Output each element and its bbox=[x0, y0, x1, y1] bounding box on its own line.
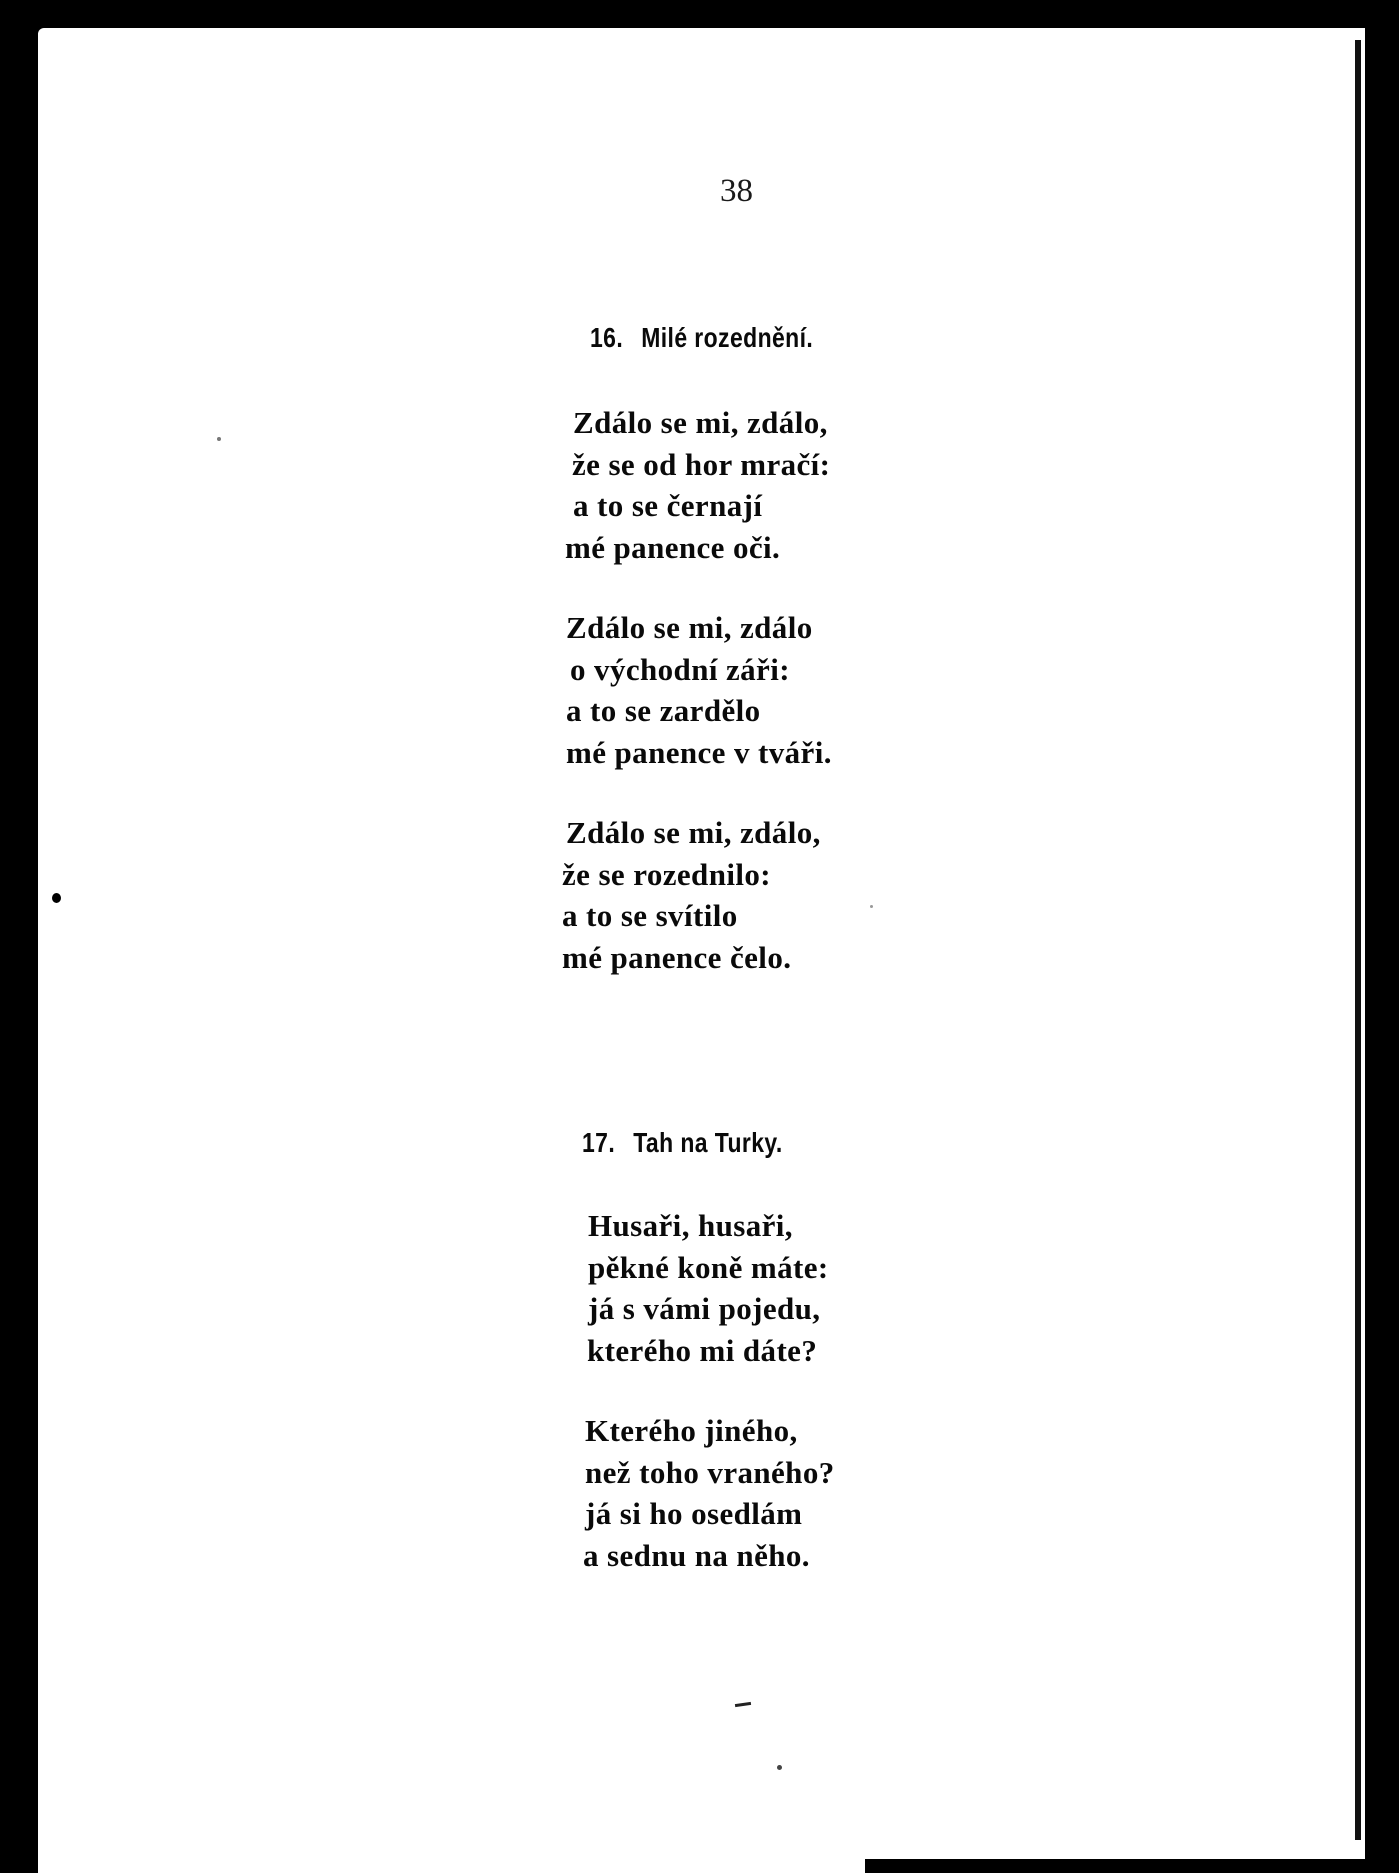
poem-number: 16. bbox=[590, 322, 624, 353]
poem-title: Milé rozednění. bbox=[641, 322, 814, 353]
page-number: 38 bbox=[720, 173, 753, 209]
poem-16-stanza-3 bbox=[562, 812, 821, 978]
verse-line: že se rozednilo: bbox=[562, 856, 771, 892]
verse-line: Zdálo se mi, zdálo, bbox=[566, 815, 821, 850]
verse-line: a to se svítilo bbox=[562, 898, 738, 933]
poem-16-stanza-1 bbox=[565, 402, 831, 568]
verse-line: mé panence oči. bbox=[565, 529, 781, 565]
scan-speck bbox=[217, 437, 221, 441]
verse-line: o východní záři: bbox=[570, 651, 790, 687]
verse-line: Zdálo se mi, zdálo, bbox=[573, 405, 828, 440]
verse-line: kterého mi dáte? bbox=[587, 1332, 818, 1368]
poem-17-stanza-2 bbox=[585, 1410, 835, 1576]
verse-line: já si ho osedlám bbox=[585, 1496, 803, 1531]
poem-16-heading bbox=[590, 322, 813, 354]
verse-line: než toho vraného? bbox=[585, 1454, 835, 1490]
scan-speck bbox=[52, 893, 61, 903]
verse-line: a to se zardělo bbox=[566, 693, 761, 728]
verse-line: Husaři, husaři, bbox=[588, 1208, 793, 1243]
scan-speck bbox=[870, 905, 873, 908]
verse-line: mé panence čelo. bbox=[562, 939, 792, 975]
poem-number: 17. bbox=[582, 1127, 616, 1158]
poem-title: Tah na Turky. bbox=[633, 1127, 783, 1158]
scan-speck bbox=[777, 1765, 782, 1770]
verse-line: a to se černají bbox=[573, 488, 763, 523]
verse-line: Zdálo se mi, zdálo bbox=[566, 610, 813, 645]
verse-line: že se od hor mračí: bbox=[572, 446, 831, 482]
verse-line: já s vámi pojedu, bbox=[588, 1291, 821, 1326]
poem-17-heading bbox=[582, 1127, 783, 1159]
verse-line: a sednu na něho. bbox=[583, 1537, 810, 1573]
verse-line: Kterého jiného, bbox=[585, 1413, 798, 1448]
page-bottom-shadow bbox=[865, 1859, 1365, 1873]
poem-16-stanza-2 bbox=[566, 607, 832, 773]
verse-line: mé panence v tváři. bbox=[566, 734, 832, 770]
verse-line: pěkné koně máte: bbox=[588, 1249, 829, 1285]
poem-17-stanza-1 bbox=[588, 1205, 829, 1371]
page-edge-shadow bbox=[1355, 40, 1361, 1840]
